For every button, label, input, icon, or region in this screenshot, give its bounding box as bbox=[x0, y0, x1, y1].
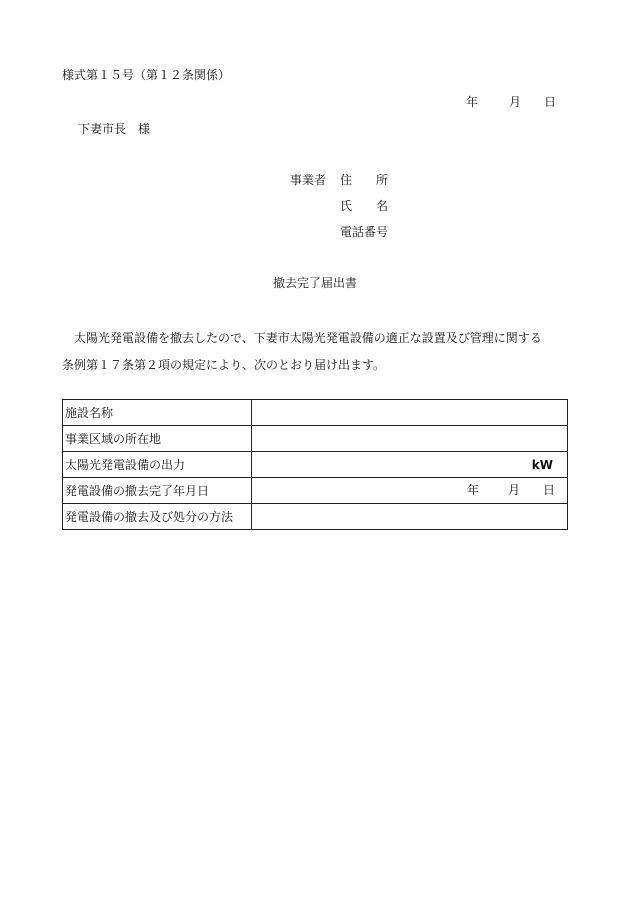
document-title: 撤去完了届出書 bbox=[272, 276, 357, 290]
body-text bbox=[62, 325, 582, 379]
table-row bbox=[63, 504, 568, 530]
form-number: 様式第１５号（第１２条関係） bbox=[62, 68, 231, 82]
disposal-method-label: 発電設備の撤去及び処分の方法 bbox=[63, 504, 252, 530]
phone-label: 電話番号 bbox=[340, 225, 389, 239]
date-day-label: 日 bbox=[544, 95, 557, 109]
project-location-field[interactable] bbox=[252, 426, 568, 452]
removal-year-label: 年 bbox=[467, 482, 480, 497]
date-year-label: 年 bbox=[466, 95, 479, 109]
body-line-1: 太陽光発電設備を撤去したので、下妻市太陽光発電設備の適正な設置及び管理に関する bbox=[74, 331, 542, 345]
removal-month-label: 月 bbox=[508, 482, 521, 497]
table-row bbox=[63, 426, 568, 452]
date-month-label: 月 bbox=[509, 95, 522, 109]
output-label: 太陽光発電設備の出力 bbox=[63, 452, 252, 478]
body-line-2: 条例第１７条第２項の規定により、次のとおり届け出ます。 bbox=[62, 358, 386, 372]
removal-date-field[interactable] bbox=[252, 478, 568, 504]
output-field[interactable] bbox=[252, 452, 568, 478]
disposal-method-field[interactable] bbox=[252, 504, 568, 530]
removal-day-label: 日 bbox=[543, 482, 556, 497]
applicant-block bbox=[290, 174, 410, 244]
table-row bbox=[63, 478, 568, 504]
applicant-heading: 事業者 bbox=[290, 173, 327, 187]
submission-date bbox=[466, 96, 556, 110]
facility-name-label: 施設名称 bbox=[63, 400, 252, 426]
name-label: 氏 名 bbox=[340, 199, 389, 213]
project-location-label: 事業区域の所在地 bbox=[63, 426, 252, 452]
table-row bbox=[63, 400, 568, 426]
output-unit: kW bbox=[531, 457, 553, 472]
removal-date-label: 発電設備の撤去完了年月日 bbox=[63, 478, 252, 504]
facility-name-field[interactable] bbox=[252, 400, 568, 426]
info-table bbox=[62, 399, 568, 530]
address-label: 住 所 bbox=[340, 173, 389, 187]
addressee: 下妻市長 様 bbox=[78, 122, 151, 136]
table-row bbox=[63, 452, 568, 478]
